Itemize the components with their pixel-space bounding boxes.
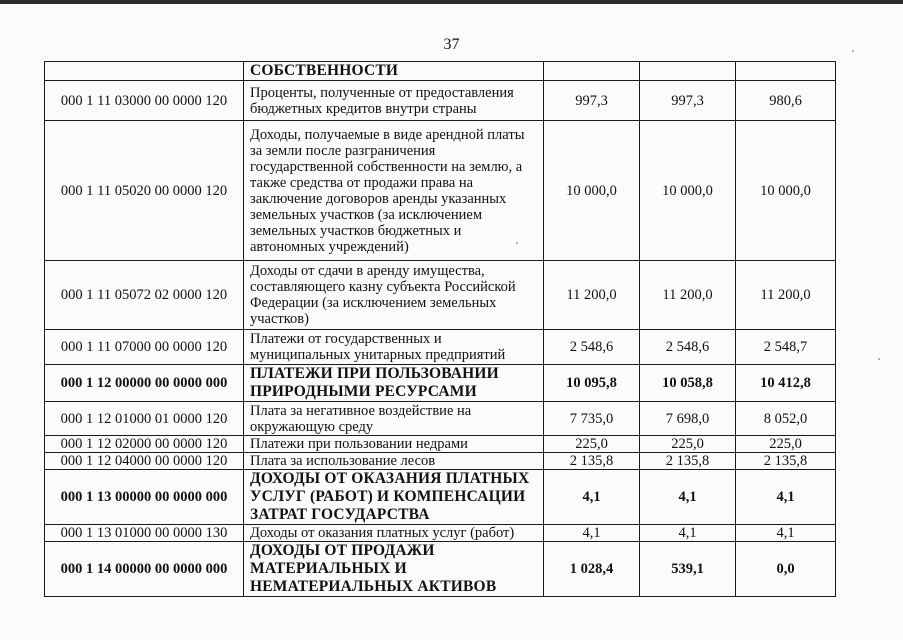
code-cell: 000 1 11 05020 00 0000 120 bbox=[45, 121, 244, 261]
table-row bbox=[45, 261, 836, 330]
table-row bbox=[45, 62, 836, 81]
table-row bbox=[45, 453, 836, 470]
value-cell-1: 4,1 bbox=[544, 470, 640, 525]
name-cell: Плата за использование лесов bbox=[244, 453, 544, 470]
table-row bbox=[45, 81, 836, 121]
value-cell-2: 4,1 bbox=[640, 470, 736, 525]
value-cell-2: 2 135,8 bbox=[640, 453, 736, 470]
name-cell: Проценты, полученные от предоставления бюджетных кредитов внутри страны bbox=[244, 81, 544, 121]
code-cell: 000 1 12 04000 00 0000 120 bbox=[45, 453, 244, 470]
table-row bbox=[45, 470, 836, 525]
value-cell-1: 225,0 bbox=[544, 436, 640, 453]
value-cell-2: 10 058,8 bbox=[640, 365, 736, 402]
value-cell-3: 980,6 bbox=[736, 81, 836, 121]
value-cell-3: 225,0 bbox=[736, 436, 836, 453]
value-cell-2: 2 548,6 bbox=[640, 330, 736, 365]
code-cell bbox=[45, 62, 244, 81]
table-row bbox=[45, 525, 836, 542]
value-cell-3: 8 052,0 bbox=[736, 402, 836, 436]
value-cell-1: 10 095,8 bbox=[544, 365, 640, 402]
value-cell-3: 10 000,0 bbox=[736, 121, 836, 261]
name-cell: СОБСТВЕННОСТИ bbox=[244, 62, 544, 81]
value-cell-2: 997,3 bbox=[640, 81, 736, 121]
value-cell-1: 1 028,4 bbox=[544, 542, 640, 597]
table-row bbox=[45, 365, 836, 402]
name-cell: Платежи при пользовании недрами bbox=[244, 436, 544, 453]
value-cell-3: 11 200,0 bbox=[736, 261, 836, 330]
page-number: 37 bbox=[443, 36, 460, 53]
name-cell: Доходы от оказания платных услуг (работ) bbox=[244, 525, 544, 542]
value-cell-1: 11 200,0 bbox=[544, 261, 640, 330]
value-cell-2: 7 698,0 bbox=[640, 402, 736, 436]
value-cell-2: 4,1 bbox=[640, 525, 736, 542]
value-cell-3: 2 548,7 bbox=[736, 330, 836, 365]
value-cell-3: 4,1 bbox=[736, 525, 836, 542]
name-cell: Доходы, получаемые в виде арендной платы за земли после разграничения государственной собственности на землю, а также средства от продажи права на заключение договоров аренды указанных земельных участков (за исключением земельных участков бюджетных и автономных учреждений) bbox=[244, 121, 544, 261]
value-cell-2: 11 200,0 bbox=[640, 261, 736, 330]
value-cell-1 bbox=[544, 62, 640, 81]
value-cell-3 bbox=[736, 62, 836, 81]
value-cell-3: 2 135,8 bbox=[736, 453, 836, 470]
code-cell: 000 1 12 01000 01 0000 120 bbox=[45, 402, 244, 436]
table-row bbox=[45, 402, 836, 436]
table-row bbox=[45, 121, 836, 261]
name-cell: ПЛАТЕЖИ ПРИ ПОЛЬЗОВАНИИ ПРИРОДНЫМИ РЕСУРСАМИ bbox=[244, 365, 544, 402]
value-cell-3: 0,0 bbox=[736, 542, 836, 597]
value-cell-1: 7 735,0 bbox=[544, 402, 640, 436]
code-cell: 000 1 12 00000 00 0000 000 bbox=[45, 365, 244, 402]
code-cell: 000 1 11 05072 02 0000 120 bbox=[45, 261, 244, 330]
name-cell: ДОХОДЫ ОТ ПРОДАЖИ МАТЕРИАЛЬНЫХ И НЕМАТЕРИАЛЬНЫХ АКТИВОВ bbox=[244, 542, 544, 597]
value-cell-2: 539,1 bbox=[640, 542, 736, 597]
value-cell-1: 4,1 bbox=[544, 525, 640, 542]
scan-top-edge bbox=[0, 0, 903, 4]
name-cell: Платежи от государственных и муниципальных унитарных предприятий bbox=[244, 330, 544, 365]
value-cell-2: 10 000,0 bbox=[640, 121, 736, 261]
value-cell-3: 4,1 bbox=[736, 470, 836, 525]
revenue-table bbox=[44, 61, 836, 597]
table-row bbox=[45, 436, 836, 453]
value-cell-2: 225,0 bbox=[640, 436, 736, 453]
value-cell-1: 10 000,0 bbox=[544, 121, 640, 261]
name-cell: ДОХОДЫ ОТ ОКАЗАНИЯ ПЛАТНЫХ УСЛУГ (РАБОТ) И КОМПЕНСАЦИИ ЗАТРАТ ГОСУДАРСТВА bbox=[244, 470, 544, 525]
table-row bbox=[45, 542, 836, 597]
code-cell: 000 1 13 01000 00 0000 130 bbox=[45, 525, 244, 542]
scan-speck bbox=[878, 358, 880, 360]
value-cell-1: 2 548,6 bbox=[544, 330, 640, 365]
table-row bbox=[45, 330, 836, 365]
code-cell: 000 1 11 07000 00 0000 120 bbox=[45, 330, 244, 365]
name-cell: Доходы от сдачи в аренду имущества, составляющего казну субъекта Российской Федерации (за исключением земельных участков) bbox=[244, 261, 544, 330]
name-cell: Плата за негативное воздействие на окружающую среду bbox=[244, 402, 544, 436]
value-cell-1: 997,3 bbox=[544, 81, 640, 121]
code-cell: 000 1 13 00000 00 0000 000 bbox=[45, 470, 244, 525]
value-cell-3: 10 412,8 bbox=[736, 365, 836, 402]
code-cell: 000 1 12 02000 00 0000 120 bbox=[45, 436, 244, 453]
code-cell: 000 1 11 03000 00 0000 120 bbox=[45, 81, 244, 121]
value-cell-1: 2 135,8 bbox=[544, 453, 640, 470]
value-cell-2 bbox=[640, 62, 736, 81]
code-cell: 000 1 14 00000 00 0000 000 bbox=[45, 542, 244, 597]
